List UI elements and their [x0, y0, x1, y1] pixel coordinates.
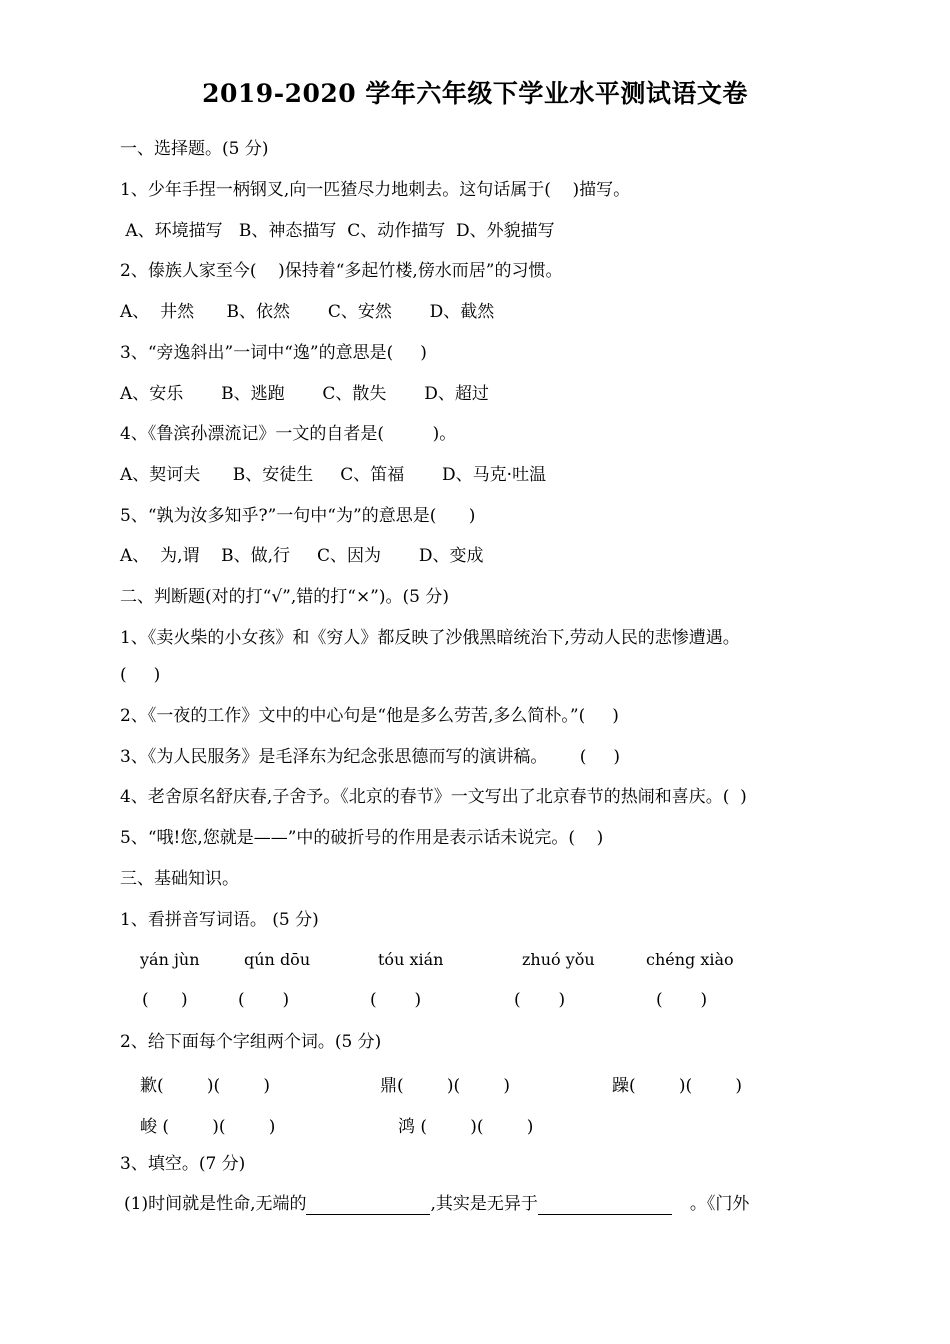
pinyin-item: yán jùn: [140, 950, 200, 969]
answer-blank[interactable]: ( ): [656, 990, 708, 1010]
section-1-heading: 一、选择题。(5 分): [120, 139, 269, 159]
word-group[interactable]: 鼎( )( ): [380, 1076, 510, 1096]
s1-question-1-options: A、环境描写 B、神态描写 C、动作描写 D、外貌描写: [120, 221, 555, 241]
s3-question-2: 2、给下面每个字组两个词。(5 分): [120, 1032, 382, 1052]
s1-question-5-options: A、 为,谓 B、做,行 C、因为 D、变成: [120, 546, 484, 566]
s1-question-3-options: A、安乐 B、逃跑 C、散失 D、超过: [120, 384, 489, 404]
s1-question-3: 3、“旁逸斜出”一词中“逸”的意思是( ): [120, 343, 427, 363]
s1-question-2: 2、傣族人家至今( )保持着“多起竹楼,傍水而居”的习惯。: [120, 261, 563, 281]
s1-question-4: 4、《鲁滨孙漂流记》一文的自者是( )。: [120, 424, 457, 444]
pinyin-item: zhuó yǒu: [522, 950, 595, 969]
s3-question-1: 1、看拼音写词语。 (5 分): [120, 910, 319, 930]
page-title: 2019-2020 学年六年级下学业水平测试语文卷: [202, 79, 748, 108]
fill-in-line: [124, 1193, 749, 1215]
word-group[interactable]: 峻 ( )( ): [140, 1117, 276, 1137]
pinyin-item: qún dōu: [244, 950, 311, 969]
fill-blank-1[interactable]: [306, 1196, 430, 1215]
fill-text-a: (1)时间就是性命,无端的: [124, 1194, 307, 1214]
word-group[interactable]: 歉( )( ): [140, 1076, 270, 1096]
word-group[interactable]: 躁( )( ): [612, 1076, 742, 1096]
answer-blank[interactable]: ( ): [142, 990, 188, 1010]
s1-question-4-options: A、契诃夫 B、安徒生 C、笛福 D、马克·吐温: [120, 465, 547, 485]
section-2-heading: 二、判断题(对的打“√”,错的打“×”)。(5 分): [120, 587, 449, 607]
s2-question-1: 1、《卖火柴的小女孩》和《穷人》都反映了沙俄黑暗统治下,劳动人民的悲惨遭遇。: [120, 628, 740, 648]
fill-text-b: ,其实是无异于: [430, 1194, 538, 1214]
fill-blank-2[interactable]: [538, 1196, 672, 1215]
pinyin-item: chéng xiào: [646, 950, 734, 969]
answer-blank[interactable]: ( ): [238, 990, 290, 1010]
answer-blank[interactable]: ( ): [370, 990, 422, 1010]
s2-question-3: 3、《为人民服务》是毛泽东为纪念张思德而写的演讲稿。 ( ): [120, 747, 621, 767]
s2-question-4: 4、老舍原名舒庆春,子舍予。《北京的春节》一文写出了北京春节的热闹和喜庆。( ): [120, 787, 747, 807]
s1-question-5: 5、“孰为汝多知乎?”一句中“为”的意思是( ): [120, 506, 476, 526]
answer-blank[interactable]: ( ): [514, 990, 566, 1010]
s2-question-1-answer: ( ): [120, 665, 161, 685]
pinyin-item: tóu xián: [378, 950, 444, 969]
s2-question-5: 5、“哦!您,您就是——”中的破折号的作用是表示话未说完。( ): [120, 828, 604, 848]
s3-question-3: 3、填空。(7 分): [120, 1154, 246, 1174]
s1-question-2-options: A、 井然 B、依然 C、安然 D、截然: [120, 302, 495, 322]
section-3-heading: 三、基础知识。: [120, 869, 239, 889]
s1-question-1: 1、少年手捏一柄钢叉,向一匹猹尽力地刺去。这句话属于( )描写。: [120, 180, 631, 200]
s2-question-2: 2、《一夜的工作》文中的中心句是“他是多么劳苦,多么简朴。”( ): [120, 706, 619, 726]
word-group[interactable]: 鸿 ( )( ): [398, 1117, 534, 1137]
fill-text-c: 。《门外: [689, 1194, 750, 1214]
